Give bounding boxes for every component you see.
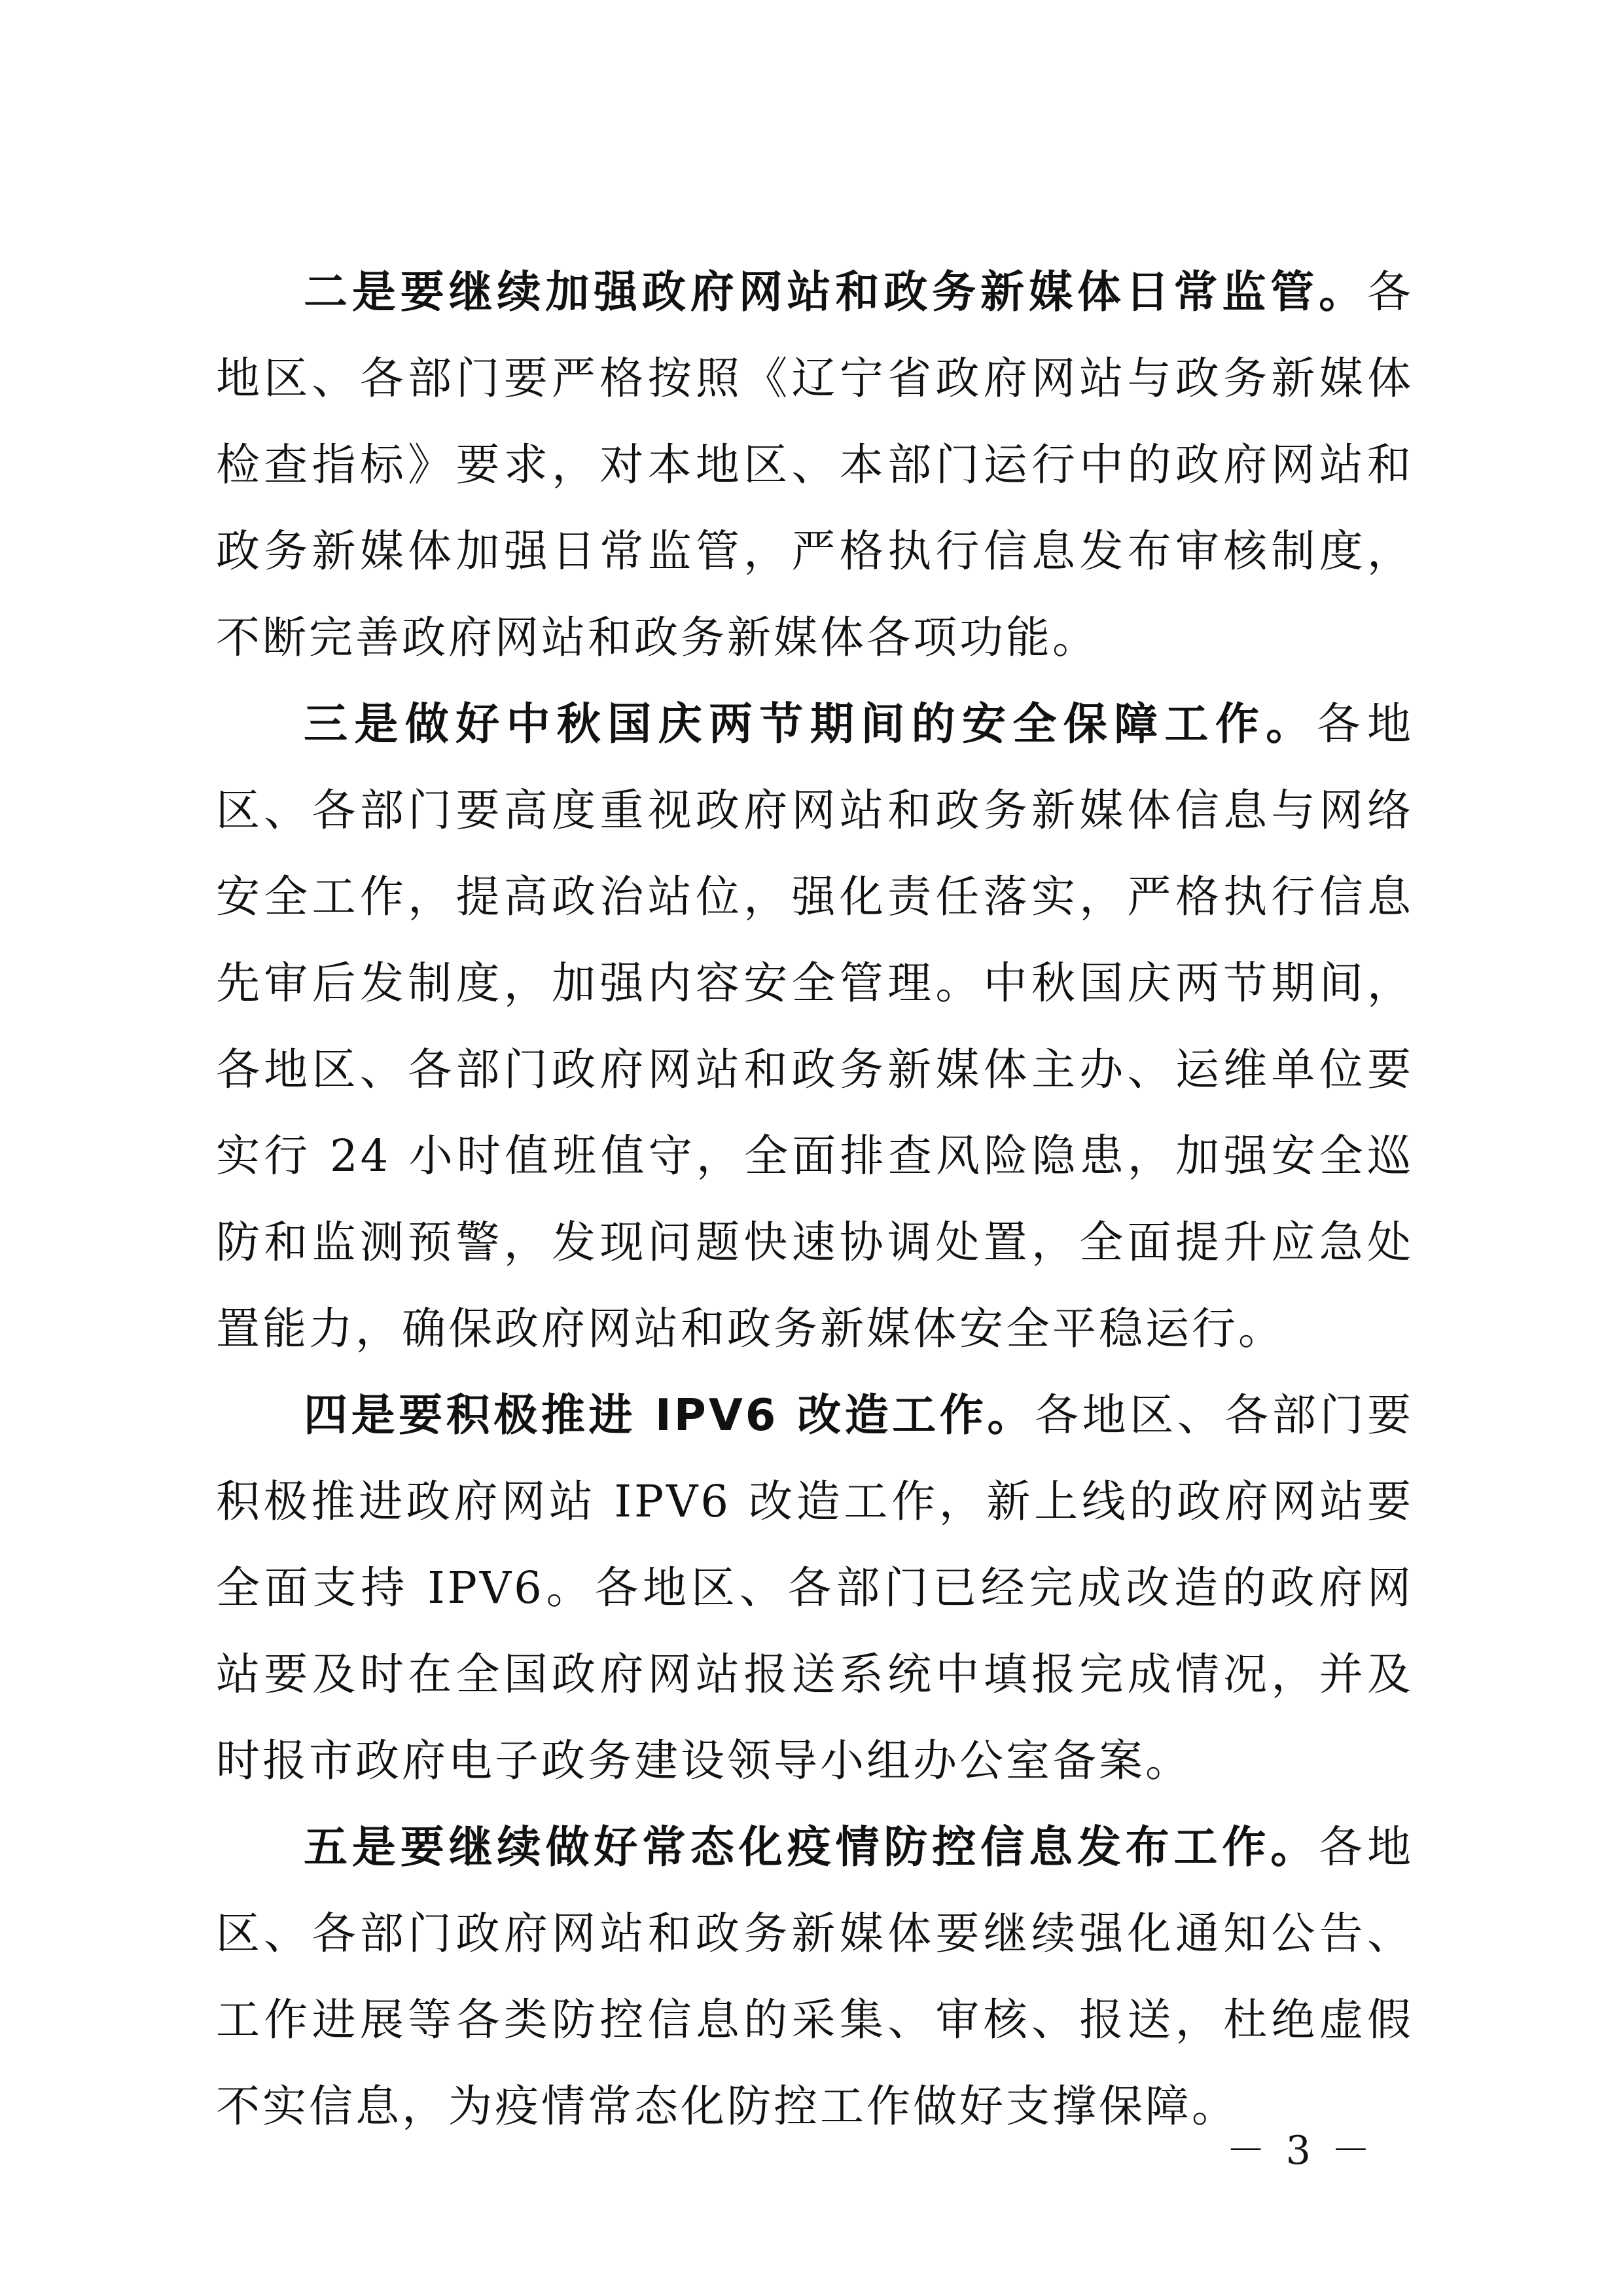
paragraph-3-text: 各地区、各部门要高度重视政府网站和政务新媒体信息与网络安全工作，提高政治站位，强化责任落实，严格执行信息先审后发制度，加强内容安全管理。中秋国庆两节期间，各地区、各部门政府网站和政务新媒体主办、运维单位要实行 24 小时值班值守，全面排查风险隐患，加强安全巡防和监测预警，发现问题快速协调处置，全面提升应急处置能力，确保政府网站和政务新媒体安全平稳运行。 xyxy=(216,698,1414,1354)
paragraph-3-heading: 三是做好中秋国庆两节期间的安全保障工作。 xyxy=(304,698,1317,749)
paragraph-3 xyxy=(216,681,1414,1372)
paragraph-4-text: 各地区、各部门要积极推进政府网站 IPV6 改造工作，新上线的政府网站要全面支持 IPV6。各地区、各部门已经完成改造的政府网站要及时在全国政府网站报送系统中填报完成情况，并及时报市政府电子政务建设领导小组办公室备案。 xyxy=(216,1390,1414,1786)
document-body xyxy=(216,249,1414,2149)
paragraph-2-text: 各地区、各部门要严格按照《辽宁省政府网站与政务新媒体检查指标》要求，对本地区、本部门运行中的政府网站和政务新媒体加强日常监管，严格执行信息发布审核制度，不断完善政府网站和政务新媒体各项功能。 xyxy=(216,266,1414,663)
page-number: － 3 － xyxy=(1226,2128,1374,2174)
paragraph-2 xyxy=(216,249,1414,681)
paragraph-5-heading: 五是要继续做好常态化疫情防控信息发布工作。 xyxy=(304,1821,1319,1873)
paragraph-2-heading: 二是要继续加强政府网站和政务新媒体日常监管。 xyxy=(304,266,1367,317)
paragraph-4-heading: 四是要积极推进 IPV6 改造工作。 xyxy=(304,1390,1035,1441)
paragraph-5-text: 各地区、各部门政府网站和政务新媒体要继续强化通知公告、工作进展等各类防控信息的采集、审核、报送，杜绝虚假不实信息，为疫情常态化防控工作做好支撑保障。 xyxy=(216,1821,1414,2132)
paragraph-5 xyxy=(216,1804,1414,2149)
paragraph-4 xyxy=(216,1372,1414,1804)
